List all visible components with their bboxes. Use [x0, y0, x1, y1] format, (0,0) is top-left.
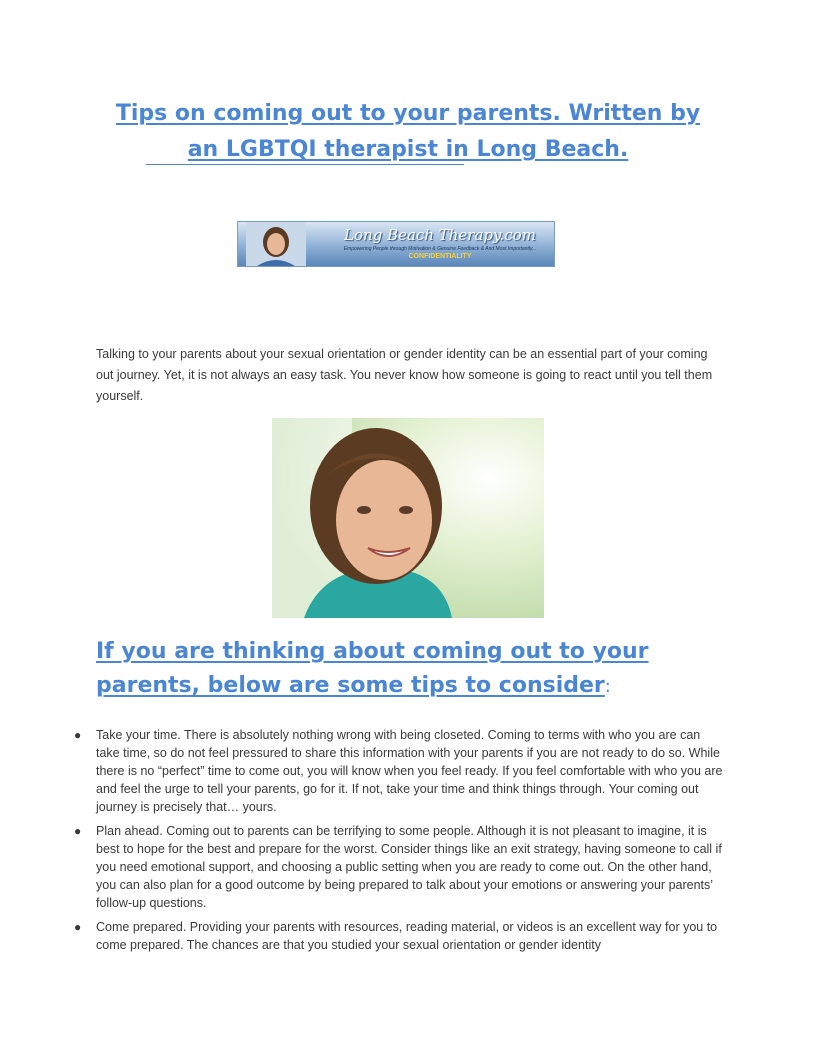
bullet-icon: ●	[74, 824, 82, 838]
list-item	[74, 726, 724, 816]
title-underline-rule	[146, 164, 464, 165]
tips-heading-text: If you are thinking about coming out to your parents, below are some tips to consider	[96, 639, 649, 698]
tips-section-heading	[96, 635, 736, 704]
banner-confidentiality: CONFIDENTIALITY	[408, 253, 472, 260]
tips-heading-colon: :	[604, 676, 611, 697]
bullet-icon: ●	[74, 728, 82, 742]
list-item	[74, 918, 724, 954]
title-line-2: an LGBTQI therapist in Long Beach.	[187, 137, 629, 162]
page-title	[96, 96, 720, 168]
list-item	[74, 822, 724, 912]
title-line-1: Tips on coming out to your parents. Written by	[115, 101, 701, 126]
tip-text: Take your time. There is absolutely nothing wrong with being closeted. Coming to terms with who you are can take time, so do not feel pressured to share this information with your parents if you are not ready to do so. While there is no “perfect” time to come out, you will know when you feel ready. If you feel comfortable with who you are and feel the urge to tell your parents, go for it. If not, take your time and think things through. Your coming out journey is precisely that… yours.	[96, 728, 723, 814]
banner-tagline: Empowering People through Motivation & Genuine Feedback & And Most Importantly...	[343, 246, 537, 252]
tip-text: Come prepared. Providing your parents with resources, reading material, or videos is an excellent way for you to come prepared. The chances are that you studied your sexual orientation or gender identity	[96, 920, 718, 952]
long-beach-therapy-banner	[237, 221, 555, 267]
banner-site-name: Long Beach Therapy.com	[344, 226, 536, 244]
tips-list	[74, 726, 724, 960]
tip-text: Plan ahead. Coming out to parents can be terrifying to some people. Although it is not pleasant to imagine, it is best to hope for the best and prepare for the worst. Consider things like an exit strategy, having someone to call if you need emotional support, and choosing a public setting when you are ready to come out. On the other hand, you can also plan for a good outcome by being prepared to talk about your emotions or answering your parents’ follow-up questions.	[96, 824, 722, 910]
banner-portrait-image	[246, 222, 306, 267]
intro-paragraph: Talking to your parents about your sexual orientation or gender identity can be an essential part of your coming out journey. Yet, it is not always an easy task. You never know how someone is going to react until you tell them yourself.	[96, 347, 713, 403]
bullet-icon: ●	[74, 920, 82, 934]
therapist-portrait-photo	[272, 418, 544, 618]
